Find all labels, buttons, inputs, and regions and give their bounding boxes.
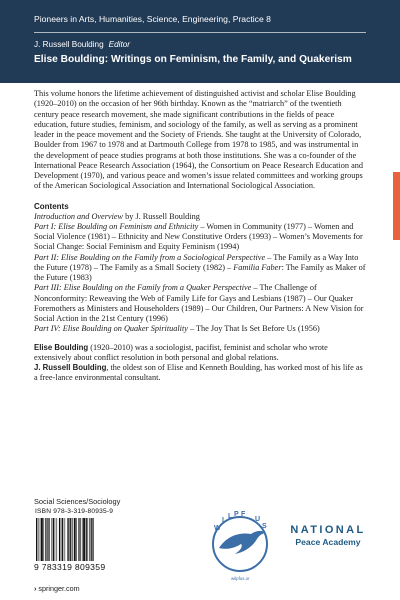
barcode-bar [43, 518, 44, 561]
toc-part-4-title: Part IV: Elise Boulding on Quaker Spirituality [34, 324, 188, 334]
springer-arrow-icon: › [34, 584, 37, 593]
wilpf-letter-i: I [222, 517, 224, 524]
wilpf-letter-l: L [228, 513, 233, 520]
springer-link-line [34, 584, 80, 593]
toc-intro-author: by J. Russell Boulding [123, 211, 200, 221]
barcode-bar [72, 518, 73, 561]
barcode-bar [61, 518, 62, 561]
toc-part-2-familia: Familia Faber [233, 262, 282, 272]
barcode-block [34, 508, 114, 578]
bio-russell-text: , the oldest son of Elise and Kenneth Boulding, has worked most of his life as a free-lance environmental consultant. [34, 363, 363, 383]
wilpf-dove-logo [205, 508, 275, 574]
barcode-bar [53, 518, 54, 561]
barcode-bar [68, 518, 69, 561]
dove-icon [219, 531, 265, 554]
wilpf-letter-p: P [234, 511, 239, 518]
wilpf-letter-s: S [262, 523, 267, 530]
barcode-bar [47, 518, 48, 561]
barcode-bar [62, 518, 63, 561]
barcode-bars [36, 518, 112, 561]
barcode-bar [38, 518, 39, 561]
barcode-bar [70, 518, 71, 561]
barcode-bar [86, 518, 87, 561]
barcode-bar [79, 518, 80, 561]
wilpf-letter-u: U [255, 516, 261, 523]
barcode-bar [76, 518, 77, 561]
toc-part-1-chapters: – Women in Community (1977) – Women and Social Violence (1981) – Ethnicity and New Constitutive Orders (1993) – Women’s Movements for Social Change: Social Feminism and Equity Feminism (1994) [34, 221, 363, 252]
wilpf-url[interactable]: wilpfus.or [231, 576, 250, 581]
barcode-bar [36, 518, 37, 561]
back-cover-text [34, 89, 366, 384]
barcode-bar [87, 518, 88, 561]
wilpf-letter-f: F [241, 511, 246, 518]
barcode-bar [83, 518, 85, 561]
editor-line [34, 40, 130, 49]
toc-part-2 [34, 253, 366, 284]
toc-part-2-title: Part II: Elise Boulding on the Family from a Sociological Perspective [34, 252, 266, 262]
isbn-label: ISBN 978-3-319-80935-9 [35, 508, 114, 515]
barcode-bar [82, 518, 83, 561]
npa-line-2: Peace Academy [295, 537, 361, 547]
barcode-bar [74, 518, 76, 561]
barcode-bar [89, 518, 90, 561]
barcode-bar [67, 518, 68, 561]
toc-part-4 [34, 324, 366, 334]
barcode-bar [41, 518, 43, 561]
toc-part-3 [34, 283, 366, 324]
toc-part-1 [34, 222, 366, 253]
cover-header [0, 0, 400, 83]
header-divider [34, 32, 366, 33]
national-peace-academy-logo [286, 524, 370, 548]
book-title: Elise Boulding: Writings on Feminism, the Family, and Quakerism [34, 54, 352, 65]
barcode-bar [91, 518, 92, 561]
toc-part-2-chapters-end: : The Family as Maker of the Future (1983) [34, 262, 366, 282]
subject-category: Social Sciences/Sociology [34, 497, 121, 506]
editor-role: Editor [108, 40, 131, 49]
springer-link[interactable]: springer.com [38, 584, 80, 593]
barcode-bar [59, 518, 60, 561]
bio-elise-name: Elise Boulding [34, 342, 89, 352]
barcode-bar [55, 518, 56, 561]
bio-elise-text: (1920–2010) was a sociologist, pacifist, feminist and scholar who wrote extensively about conflict resolution in both personal and global relations. [34, 342, 328, 362]
toc-part-2-chapters: – The Family as a Way Into the Future (1978) – The Family as a Small Society (1982) – [34, 252, 359, 272]
blurb-paragraph: This volume honors the lifetime achievement of distinguished activist and scholar Elise Boulding (1920–2010) on the occasion of her 96th birthday. Known as the “matriarch” of the twentieth century peace research movement, she made significant contributions in the fields of peace education, future studies, feminism, and sociology of the family, as well as serving as a prominent leader in the peace movement and the Society of Friends. She taught at the University of Colorado, Boulder from 1967 to 1978 and at Dartmouth College from 1978 to 1985, and was instrumental in the development of peace studies programs at both those institutions. She was a co-founder of the International Peace Research Association (1964), the Consortium on Peace Research Education and Development (1970), and various peace and women’s issue related committees and working groups of the American Sociological Association and International Sociological Association. [34, 89, 363, 191]
toc-part-4-chapters: – The Joy That Is Set Before Us (1956) [187, 324, 320, 334]
barcode-bar [56, 518, 57, 561]
toc-part-3-chapters: – The Challenge of Nonconformity: Reweaving the Web of Family Life for Gays and Lesbians (1987) – Our Quaker Foremothers as Ministers and Householders (1989) – Our Children, Our Partners: A New Vision for Social Action in the 21st Century (1996) [34, 283, 364, 323]
barcode-bar [78, 518, 79, 561]
contents-heading: Contents [34, 201, 69, 211]
barcode-number: 9 783319 809359 [34, 562, 106, 572]
barcode-bar [52, 518, 53, 561]
accent-tab [393, 172, 400, 240]
barcode-bar [45, 518, 46, 561]
toc-intro-title: Introduction and Overview [34, 211, 124, 221]
toc-intro [34, 212, 366, 222]
barcode-bar [92, 518, 93, 561]
bio-elise [34, 343, 366, 364]
toc-part-3-title: Part III: Elise Boulding on the Family from a Quaker Perspective [34, 283, 252, 293]
series-title: Pioneers in Arts, Humanities, Science, Engineering, Practice 8 [34, 14, 271, 24]
editor-name: J. Russell Boulding [34, 40, 104, 49]
barcode-bar [48, 518, 49, 561]
barcode-bar [40, 518, 41, 561]
bio-russell [34, 363, 366, 384]
barcode-bar [65, 518, 66, 561]
bio-russell-name: J. Russell Boulding [34, 363, 107, 372]
npa-line-1: NATIONAL [290, 524, 366, 536]
wilpf-letter-w: W [214, 525, 221, 532]
toc-part-1-title: Part I: Elise Boulding on Feminism and Ethnicity [34, 221, 199, 231]
